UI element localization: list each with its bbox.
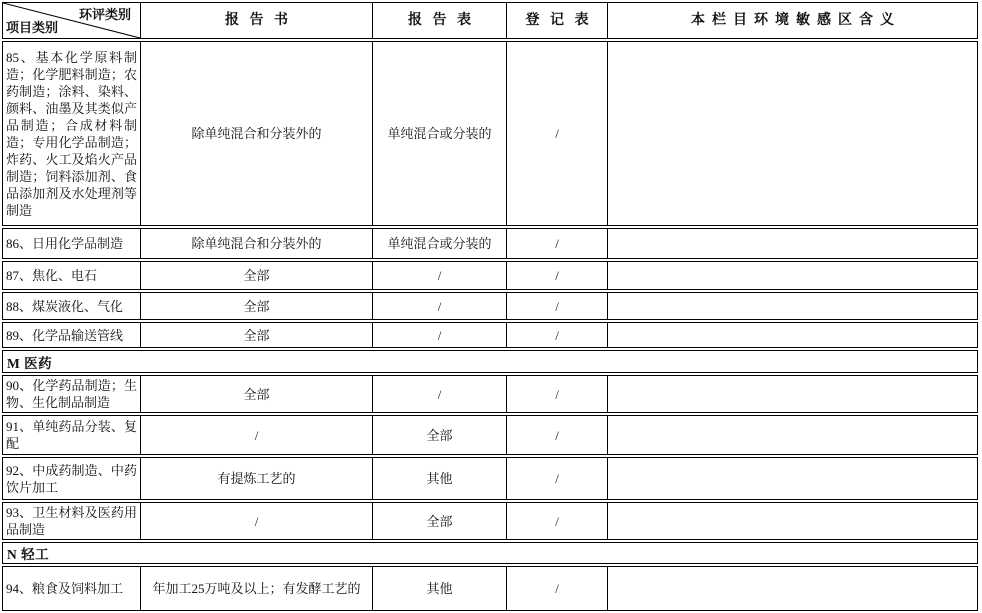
category-text: 92、中成药制造、中药饮片加工 bbox=[6, 462, 137, 495]
category-cell bbox=[3, 416, 141, 454]
sensitive-area-cell bbox=[608, 262, 977, 289]
report-book-cell: 全部 bbox=[141, 376, 373, 412]
category-text: 91、单纯药品分装、复配 bbox=[6, 419, 137, 451]
corner-label-project-category: 项目类别 bbox=[6, 20, 59, 35]
report-form-cell: 全部 bbox=[373, 503, 507, 539]
category-cell bbox=[3, 323, 141, 347]
section-row bbox=[2, 350, 978, 373]
sensitive-area-cell bbox=[608, 323, 977, 347]
table-row bbox=[2, 375, 978, 413]
report-book-cell: 全部 bbox=[141, 293, 373, 319]
section-label: N 轻工 bbox=[7, 547, 50, 562]
table-body bbox=[2, 41, 978, 611]
table-row bbox=[2, 322, 978, 348]
header-report-form: 报 告 表 bbox=[373, 3, 507, 38]
category-text: 88、煤炭液化、气化 bbox=[6, 298, 124, 314]
table-row bbox=[2, 292, 978, 320]
report-form-cell: / bbox=[373, 293, 507, 319]
category-text: 90、化学药品制造；生物、生化制品制造 bbox=[6, 378, 137, 410]
category-text: 93、卫生材料及医药用品制造 bbox=[6, 505, 137, 537]
category-text: 94、粮食及饲料加工 bbox=[6, 581, 124, 596]
table-row bbox=[2, 566, 978, 611]
report-book-cell: 年加工25万吨及以上；有发酵工艺的 bbox=[141, 567, 373, 610]
report-form-cell: / bbox=[373, 262, 507, 289]
report-form-cell: 全部 bbox=[373, 416, 507, 454]
report-book-cell: 全部 bbox=[141, 323, 373, 347]
header-report-book: 报 告 书 bbox=[141, 3, 373, 38]
table-row bbox=[2, 228, 978, 259]
sensitive-area-cell bbox=[608, 503, 977, 539]
registration-form-cell: / bbox=[507, 416, 608, 454]
sensitive-area-cell bbox=[608, 229, 977, 258]
table-row bbox=[2, 457, 978, 500]
corner-header-cell bbox=[3, 3, 141, 38]
report-book-cell: 全部 bbox=[141, 262, 373, 289]
report-form-cell: / bbox=[373, 323, 507, 347]
report-book-cell: / bbox=[141, 503, 373, 539]
registration-form-cell: / bbox=[507, 262, 608, 289]
corner-label-eia-category: 环评类别 bbox=[78, 7, 131, 22]
table-header-row bbox=[2, 2, 978, 39]
report-form-cell: 其他 bbox=[373, 458, 507, 499]
sensitive-area-cell bbox=[608, 458, 977, 499]
registration-form-cell: / bbox=[507, 293, 608, 319]
report-book-cell: 除单纯混合和分装外的 bbox=[141, 229, 373, 258]
registration-form-cell: / bbox=[507, 323, 608, 347]
report-form-cell: 单纯混合或分装的 bbox=[373, 229, 507, 258]
sensitive-area-cell bbox=[608, 376, 977, 412]
table-row bbox=[2, 261, 978, 290]
category-text: 86、日用化学品制造 bbox=[6, 236, 124, 251]
category-cell bbox=[3, 458, 141, 499]
table-row bbox=[2, 415, 978, 455]
report-form-cell: / bbox=[373, 376, 507, 412]
eia-category-table bbox=[2, 2, 978, 613]
header-registration-form: 登 记 表 bbox=[507, 3, 608, 38]
category-text: 89、化学品输送管线 bbox=[6, 327, 124, 343]
sensitive-area-cell bbox=[608, 42, 977, 225]
category-cell bbox=[3, 567, 141, 610]
category-cell bbox=[3, 376, 141, 412]
registration-form-cell: / bbox=[507, 229, 608, 258]
registration-form-cell: / bbox=[507, 458, 608, 499]
category-cell bbox=[3, 503, 141, 539]
sensitive-area-cell bbox=[608, 416, 977, 454]
registration-form-cell: / bbox=[507, 42, 608, 225]
category-cell bbox=[3, 42, 141, 225]
report-book-cell: 除单纯混合和分装外的 bbox=[141, 42, 373, 225]
report-form-cell: 其他 bbox=[373, 567, 507, 610]
sensitive-area-cell bbox=[608, 293, 977, 319]
header-sensitive-area-meaning: 本栏目环境敏感区含义 bbox=[691, 13, 901, 28]
registration-form-cell: / bbox=[507, 503, 608, 539]
section-row bbox=[2, 542, 978, 564]
registration-form-cell: / bbox=[507, 376, 608, 412]
section-label: M 医药 bbox=[7, 355, 53, 371]
category-cell bbox=[3, 262, 141, 289]
registration-form-cell: / bbox=[507, 567, 608, 610]
report-form-cell: 单纯混合或分装的 bbox=[373, 42, 507, 225]
category-text: 85、基本化学原料制造；化学肥料制造；农药制造；涂料、染料、颜料、油墨及其类似产品制造；合成材料制造；专用化学品制造；炸药、火工及焰火产品制造；饲料添加剂、食品添加剂及水处理剂等制造 bbox=[6, 49, 137, 218]
sensitive-area-cell bbox=[608, 567, 977, 610]
report-book-cell: / bbox=[141, 416, 373, 454]
report-book-cell: 有提炼工艺的 bbox=[141, 458, 373, 499]
category-cell bbox=[3, 229, 141, 258]
category-cell bbox=[3, 293, 141, 319]
table-row bbox=[2, 502, 978, 540]
category-text: 87、焦化、电石 bbox=[6, 268, 98, 283]
table-row bbox=[2, 41, 978, 226]
